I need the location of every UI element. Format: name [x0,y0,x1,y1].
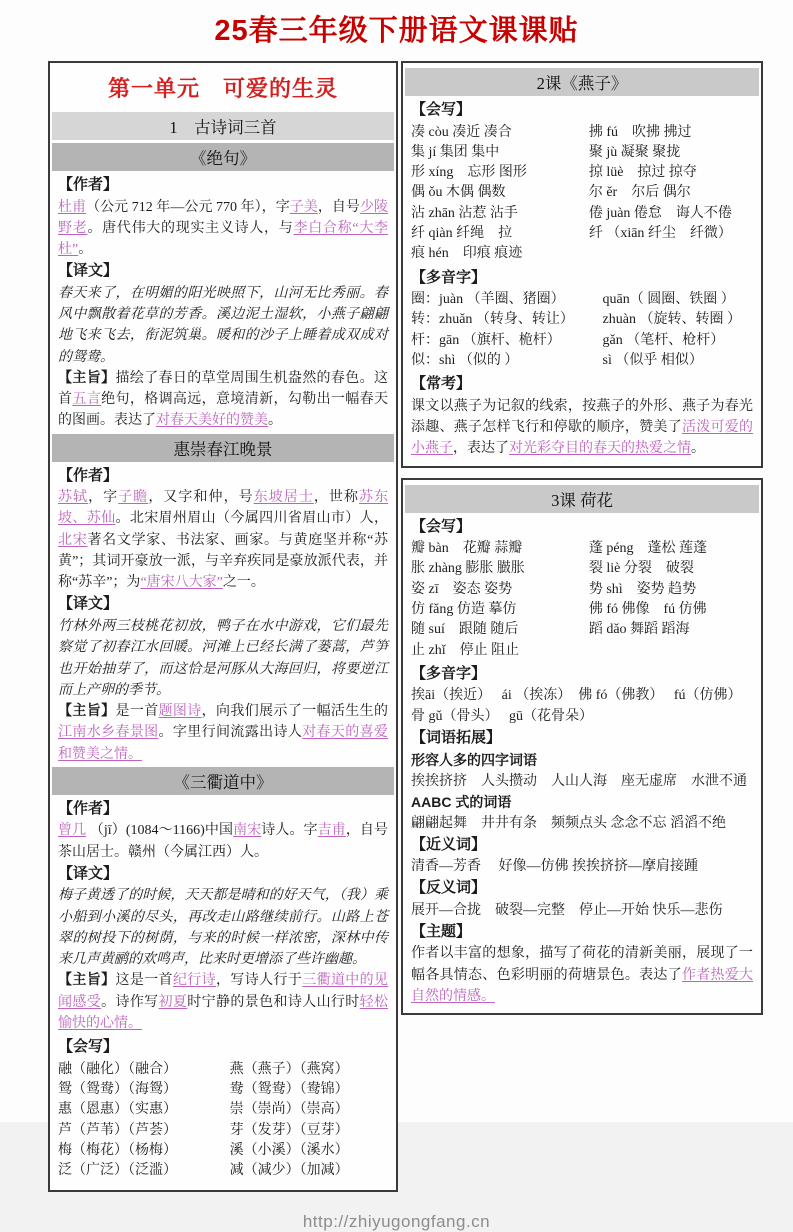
highlighted-text: 五言 [72,392,102,408]
word-cell: 势 shì 姿势 趋势 [588,581,697,597]
word-cell: 姿 zī 姿态 姿势 [411,581,513,597]
document-title: 25春三年级下册语文课课贴 [214,15,579,47]
text-segment: 。唐代伟大的现实主义诗人，与 [87,220,294,236]
text-segment: 【主旨】 [58,704,116,720]
highlighted-text: 子瞻 [118,490,149,506]
word-cell: 偶 ǒu 木偶 偶数 [411,185,506,201]
word-row [411,641,753,661]
highlighted-text: 对光彩夺目的春天的热爱之情 [509,441,691,457]
translation-paragraph: 竹林外两三枝桃花初放，鸭子在水中游戏，它们最先察觉了初春江水回暖。河滩上已经长满了蒌蒿，芦笋也开始抽芽了，而这恰是河豚从大海回归，将要逆江而上产卵的季节。 [58,618,388,698]
theme-paragraph [58,368,388,432]
antonyms-label: 【反义词】 [411,880,487,897]
text-segment: 绝句，格调高远，意境清新，勾勒出一幅春天的图画。表达了 [58,392,389,429]
highlighted-text: 李白合称“大李杜” [58,220,389,258]
write-words-list [58,1060,388,1182]
word-row [411,224,753,244]
word-cell: 纤 （xiān 纤尘 纤微） [588,225,732,241]
text-segment: ，写诗人行于 [216,973,303,989]
write-words-label: 【会写】 [58,1039,119,1056]
author-label: 【作者】 [58,800,119,817]
word-row [411,290,753,310]
left-column-box [48,61,398,1192]
word-row [58,1080,388,1100]
author-label: 【作者】 [58,177,119,193]
word-expansion-subheading: AABC 式的词语 [411,793,512,810]
poem-title-bar-huichong: 惠崇春江晚景 [52,434,394,462]
lesson3-box [401,478,763,1016]
word-cell: gǎn （笔杆、枪杆） [602,332,725,348]
word-cell: 圈：juàn （羊圈、猪圈） [411,292,565,308]
highlighted-text: 苏东坡、苏仙 [58,490,389,527]
unit-title: 第一单元 可爱的生灵 [107,76,338,101]
polyphone-label: 【多音字】 [411,269,487,286]
word-cell: 惠（恩惠）（实惠） [58,1102,177,1118]
word-expansion-subheading: 形容人多的四字词语 [411,751,537,768]
word-cell: 转：zhuǎn （转身、转让） [411,312,574,328]
word-cell: 聚 jù 凝聚 聚拢 [588,144,681,160]
word-row [411,310,753,330]
word-row [58,1100,388,1120]
exam-points-label: 【常考】 [411,376,472,393]
text-segment: 。 [691,441,705,457]
highlighted-text: 作者热爱大自然的情感。 [411,967,754,1004]
text-segment: 描绘了春日的草堂周围生机盎然的春色。这首 [58,370,389,408]
theme-paragraph [411,943,753,1007]
highlighted-text: 子美 [289,199,318,215]
word-cell: 融（融化）（融合） [58,1061,177,1077]
text-segment: 著名文学家、书法家、画家。与黄庭坚并称“苏黄”；其词开豪放一派，与辛弃疾同是豪放派代表，并称“苏辛”；为 [58,532,388,591]
text-segment: 。 [78,242,93,258]
highlighted-text: 初夏 [158,994,188,1010]
highlighted-text: 轻松愉快的心情。 [58,994,389,1031]
word-row [411,351,753,371]
polyphone-label: 【多音字】 [411,665,487,682]
section-sanqu [58,767,388,1034]
author-paragraph [58,197,388,261]
word-row [411,204,753,224]
word-cell: 止 zhǐ 停止 阻止 [411,642,520,658]
word-cell: 蹈 dǎo 舞蹈 蹈海 [588,622,690,638]
synonyms-line: 清香—芳香 好像—仿佛 挨挨挤挤—摩肩接踵 [411,859,698,875]
lesson2-box [401,61,763,468]
highlighted-text: 题图诗 [158,704,202,720]
word-cell: 痕 hén 印痕 痕迹 [411,246,523,262]
write-words-list [411,123,753,265]
word-cell: 芽（发芽）（豆芽） [229,1122,349,1138]
text-segment: 。 [268,413,282,429]
text-segment: 诗人。字 [261,823,318,839]
word-row [411,163,753,183]
polyphone-lines [411,685,753,727]
word-row [411,559,753,579]
word-cell: 仿 fǎng 仿造 摹仿 [411,601,517,617]
antonyms-line: 展开—合拢 破裂—完整 停止—开始 快乐—悲伤 [411,902,723,918]
text-segment: 是一首 [115,704,159,720]
author-paragraph [58,487,388,593]
word-expansion-line: 翩翩起舞 井井有条 频频点头 念念不忘 滔滔不绝 [411,815,726,831]
word-cell: 瓣 bàn 花瓣 蒜瓣 [411,541,523,557]
highlighted-text: 江南水乡春景图 [58,725,159,741]
word-cell: 尔 ěr 尔后 偶尔 [588,185,691,201]
translation-paragraph: 春天来了，在明媚的阳光映照下，山河无比秀丽。春风中飘散着花草的芳香。溪边泥土湿软，小燕子翩翩地飞来飞去，衔泥筑巢。暖和的沙子上睡着成双成对的鸳鸯。 [58,285,388,365]
text-segment: 作者以丰富的想象，描写了荷花的清新美丽，展现了一幅各具情态、色彩明丽的荷塘景色。表达了 [411,946,753,983]
theme-label: 【主题】 [411,923,472,940]
text-segment: ，又字和仲，号 [148,490,254,506]
two-column-layout [0,61,793,1192]
text-segment: （公元 712 年—公元 770 年），字 [86,199,290,215]
text-segment: ，表达了 [453,441,509,457]
highlighted-text: 对春天美好的赞美 [156,413,268,429]
word-cell: 似：shì （似的 ） [411,352,519,368]
highlighted-text: “唐宋八大家” [140,575,223,591]
word-cell: 泛（广泛）（泛滥） [58,1163,177,1179]
translation-label: 【译文】 [58,596,119,613]
word-cell: 沾 zhān 沾惹 沾手 [411,205,518,221]
text-segment: （jī）(1084～1166)中国 [86,823,234,839]
highlighted-text: 三衢道中的见闻感受 [58,973,389,1010]
poem-title-bar-sanqu: 《三衢道中》 [52,767,394,795]
footer-url: http://zhiyugongfang.cn [302,1211,491,1231]
author-paragraph [58,820,388,863]
highlighted-text: 北宋 [58,532,88,548]
text-segment: 。北宋眉州眉山（今属四川省眉山市）人， [115,511,389,527]
text-segment: ，自号茶山居士。赣州（今属江西）人。 [58,823,389,860]
highlighted-text: 杜甫 [58,199,87,215]
word-row [58,1060,388,1080]
text-segment: 课文以燕子为记叙的线索，按燕子的外形、燕子为春光添趣、燕子怎样飞行和停歇的顺序，赞美了 [411,398,753,436]
word-row [58,1121,388,1141]
word-cell: 裂 liè 分裂 破裂 [588,561,694,577]
lesson2-header-bar: 2课《燕子》 [405,68,759,96]
highlighted-text: 苏轼 [58,490,89,506]
text-segment: 。字里行间流露出诗人 [158,725,303,741]
text-line: 骨 gǔ（骨头） gū（花骨朵） [411,709,593,725]
highlighted-text: 曾几 [58,823,87,839]
word-cell: quān（ 圆圈、铁圈 ） [602,292,735,308]
word-row [411,244,753,264]
word-cell: 随 suí 跟随 随后 [411,622,519,638]
word-cell: 鸳（鸳鸯）（海鸳） [58,1082,177,1098]
word-cell: 杆：gān （旗杆、桅杆） [411,332,561,348]
polyphone-list [411,290,753,371]
word-expansion-label: 【词语拓展】 [411,730,502,747]
lesson3-header-bar: 3课 荷花 [405,485,759,513]
word-cell: 芦（芦苇）（芦荟） [58,1122,177,1138]
word-cell: sì （似乎 相似） [602,352,703,368]
highlighted-text: 对春天的喜爱和赞美之情。 [58,725,389,762]
word-cell: 蓬 péng 蓬松 莲蓬 [588,541,708,557]
word-row [411,620,753,640]
word-row [411,331,753,351]
word-cell: 掠 lüè 掠过 掠夺 [588,165,697,181]
highlighted-text: 东坡居士 [253,490,314,506]
write-words-list [411,539,753,661]
word-expansion-line: 挨挨挤挤 人头攒动 人山人海 座无虚席 水泄不通 [411,773,747,789]
word-row [411,580,753,600]
text-line: 挨āi（挨近） ái （挨冻） 佛 fó（佛教） fú（仿佛） [411,688,742,704]
highlighted-text: 吉甫 [317,823,346,839]
text-segment: 时宁静的景色和诗人山行时 [187,994,360,1010]
word-row [58,1161,388,1181]
text-segment: 之一。 [222,575,265,591]
poem-title-bar-jueju: 《绝句》 [52,143,394,171]
lesson1-header-bar: 1 古诗词三首 [52,112,394,140]
word-cell: 鸯（鸳鸯）（鸯锦） [229,1082,349,1098]
word-row [411,123,753,143]
synonyms-label: 【近义词】 [411,836,487,853]
text-segment: 【主旨】 [58,973,116,989]
right-column [401,61,763,1015]
translation-label: 【译文】 [58,263,119,280]
highlighted-text: 少陵野老 [58,199,389,236]
word-cell: zhuàn （旋转、转圈 ） [602,312,741,328]
translation-label: 【译文】 [58,865,119,882]
word-cell: 梅（梅花）（杨梅） [58,1142,177,1158]
word-cell: 纤 qiàn 纤绳 拉 [411,225,513,241]
text-segment: 。诗作写 [101,994,159,1010]
word-cell: 溪（小溪）（溪水） [229,1142,349,1158]
text-segment: ，字 [88,490,119,506]
theme-paragraph [58,701,388,765]
text-segment: ，世称 [313,490,360,506]
word-row [58,1141,388,1161]
text-segment: ，向我们展示了一幅活生生的 [201,704,389,720]
section-jueju [58,143,388,432]
word-row [411,539,753,559]
word-row [411,183,753,203]
exam-points-paragraph [411,396,753,460]
word-cell: 胀 zhàng 膨胀 臌胀 [411,561,525,577]
author-label: 【作者】 [58,467,119,484]
theme-paragraph [58,970,388,1034]
word-cell: 形 xíng 忘形 图形 [411,165,527,181]
highlighted-text: 南宋 [233,823,262,839]
write-words-label: 【会写】 [411,518,472,535]
word-cell: 燕（燕子）（燕窝） [229,1061,349,1077]
section-huichong [58,434,388,765]
text-segment: 【主旨】 [58,370,116,386]
word-cell: 集 jí 集团 集中 [411,144,500,160]
write-words-label: 【会写】 [411,102,472,118]
highlighted-text: 活泼可爱的小燕子 [411,420,754,457]
word-cell: 倦 juàn 倦怠 诲人不倦 [588,205,732,221]
word-cell: 凑 còu 凑近 凑合 [411,124,512,140]
word-row [411,600,753,620]
translation-paragraph: 梅子黄透了的时候，天天都是晴和的好天气，（我）乘小船到小溪的尽头，再改走山路继续前行。山路上苍翠的树投下的树荫，与来的时候一样浓密，深林中传来几声黄鹂的欢鸣声，比来时更增添了些许幽趣。 [58,888,388,968]
word-cell: 佛 fó 佛像 fú 仿佛 [588,601,707,617]
highlighted-text: 纪行诗 [172,973,217,989]
text-segment: ，自号 [317,199,360,215]
text-segment: 这是一首 [115,973,173,989]
word-cell: 减（减少）（加减） [229,1163,349,1179]
word-cell: 崇（崇尚）（崇高） [229,1102,349,1118]
word-row [411,143,753,163]
word-cell: 拂 fú 吹拂 拂过 [588,124,692,140]
